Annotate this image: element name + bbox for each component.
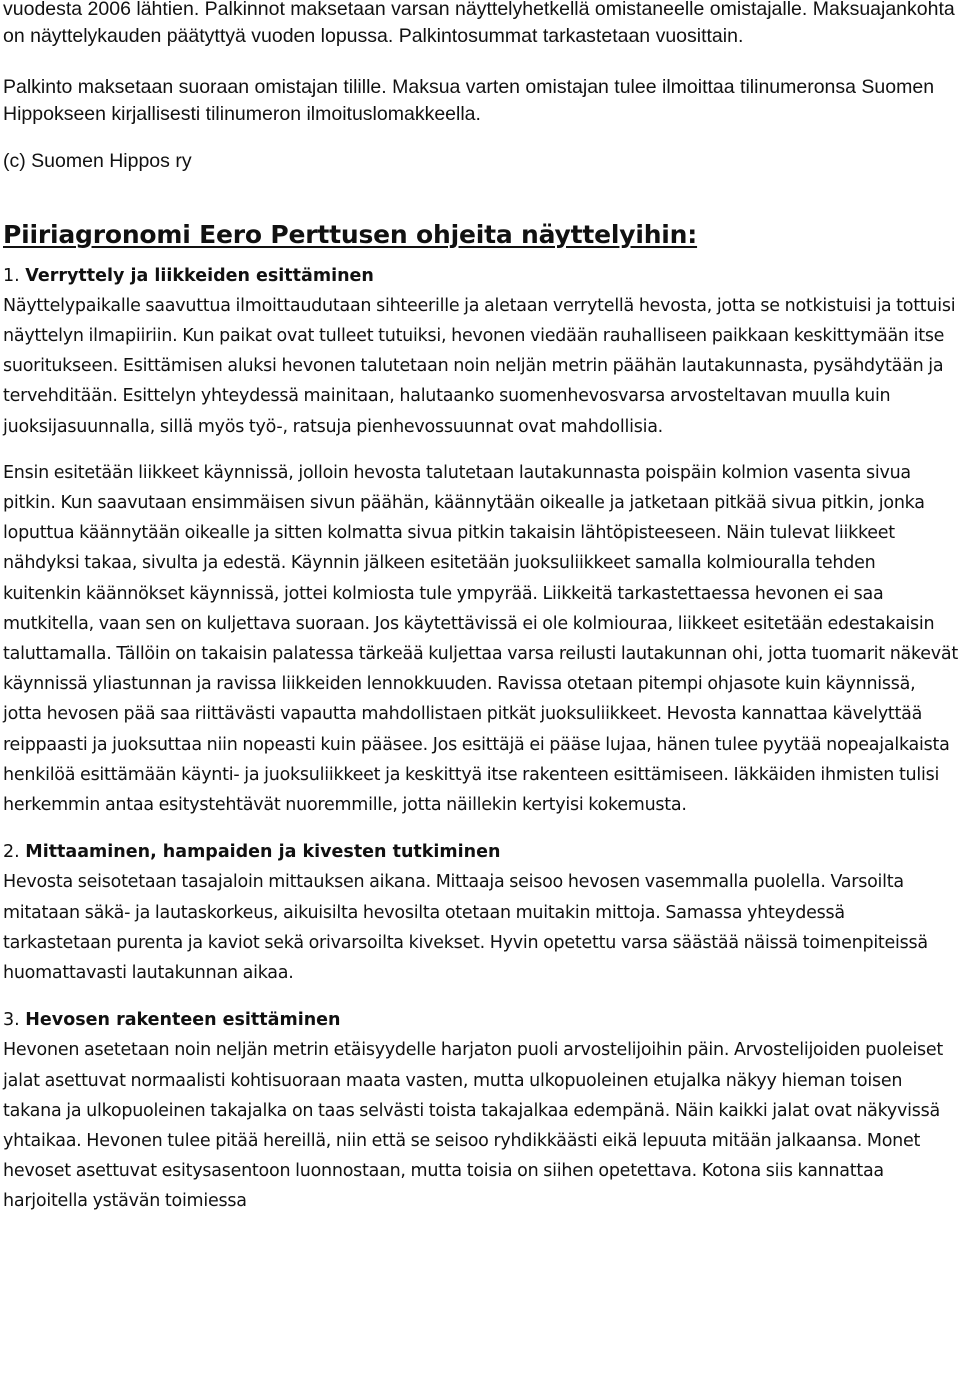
- section-title: [3, 1005, 958, 1035]
- section-title: [3, 261, 958, 291]
- intro-paragraph-1: vuodesta 2006 lähtien. Palkinnot maksetaan varsan näyttelyhetkellä omistaneelle omistajalle. Maksuajankohta on näyttelykauden päätyttyä vuoden lopussa. Palkintosummat tarkastetaan vuosittain.: [3, 0, 955, 47]
- section-title-text: Mittaaminen, hampaiden ja kivesten tutkiminen: [25, 842, 501, 863]
- intro-paragraph-2: Palkinto maksetaan suoraan omistajan tilille. Maksua varten omistajan tulee ilmoittaa tilinumeronsa Suomen Hippokseen kirjallisesti tilinumeron ilmoituslomakkeella.: [3, 76, 935, 125]
- section-number: 3.: [3, 1010, 20, 1031]
- section-1: [3, 261, 958, 821]
- section-number: 1.: [3, 265, 20, 286]
- page-heading: Piiriagronomi Eero Perttusen ohjeita näyttelyihin:: [3, 219, 698, 249]
- section-2: [3, 837, 958, 988]
- section-paragraph: Ensin esitetään liikkeet käynnissä, jolloin hevosta talutetaan lautakunnasta poispäin kolmion vasenta sivua pitkin. Kun saavutaan ensimmäisen sivun päähän, käännytään oikealle ja jatketaan pitkää sivua pitkin, jonka loputtua käännytään oikealle ja sitten kolmatta sivua pitkin takaisin lähtöpisteeseen. Näin tulevat liikkeet nähdyksi takaa, sivulta ja edestä. Käynnin jälkeen esitetään juoksuliikkeet samalla kolmiouralla tehden kuitenkin käännökset käynnissä, jottei kolmiosta tule ympyrää. Liikkeitä tarkastettaessa hevonen ei saa mutkitella, vaan sen on kuljettava suoraan. Jos käytettävissä ei ole kolmiouraa, liikkeet esitetään edestakaisin taluttamalla. Tällöin on takaisin palatessa tärkeää kuljettaa varsa reilusti lautakunnan ohi, jotta tuomarit näkevät käynnissä yliastunnan ja ravissa liikkeiden lennokkuuden. Ravissa otetaan pitempi ohjasote kuin käynnissä, jotta hevosen pää saa riittävästi vapautta mahdollistaen pitkät juoksuliikkeet. Hevosta kannattaa kävelyttää reippaasti ja juoksuttaa niin nopeasti kuin pääsee. Jos esittäjä ei pääse lujaa, hänen tulee pyytää nopeajalkaista henkilöä esittämään käynti- ja juoksuliikkeet ja keskittyä itse rakenteen esittämiseen. Iäkkäiden ihmisten tulisi herkemmin antaa esitystehtävät nuoremmille, jotta näillekin kertyisi kokemusta.: [3, 462, 958, 815]
- section-paragraph: Hevosta seisotetaan tasajaloin mittauksen aikana. Mittaaja seisoo hevosen vasemmalla puolella. Varsoilta mitataan säkä- ja lautaskorkeus, aikuisilta hevosilta otetaan muitakin mittoja. Samassa yhteydessä tarkastetaan purenta ja kaviot sekä orivarsoilta kivekset. Hyvin opetettu varsa säästää näissä toimenpiteissä huomattavasti lautakunnan aikaa.: [3, 872, 928, 983]
- section-number: 2.: [3, 842, 20, 863]
- section-paragraph: Näyttelypaikalle saavuttua ilmoittaudutaan sihteerille ja aletaan verrytellä hevosta, jotta se notkistuisi ja tottuisi näyttelyn ilmapiiriin. Kun paikat ovat tulleet tutuiksi, hevonen viedään rauhalliseen paikkaan keskittymään itse suoritukseen. Esittämisen aluksi hevonen talutetaan noin neljän metrin päähän lautakunnasta, pysähdytään ja tervehditään. Esittelyn yhteydessä mainitaan, halutaanko suomenhevosvarsa arvosteltavan muulla kuin juoksijasuunnalla, sillä myös työ-, ratsuja pienhevossuunnat ovat mahdollisia.: [3, 295, 956, 437]
- section-title-text: Hevosen rakenteen esittäminen: [25, 1010, 341, 1031]
- section-title: [3, 837, 958, 867]
- section-3: [3, 1005, 958, 1216]
- copyright-notice: (c) Suomen Hippos ry: [3, 150, 192, 172]
- section-paragraph: Hevonen asetetaan noin neljän metrin etäisyydelle harjaton puoli arvostelijoihin päin. Arvostelijoiden puoleiset jalat asettuvat normaalisti kohtisuoraan maata vasten, mutta ulkopuoleinen etujalka näkyy hieman toisen takana ja ulkopuoleinen takajalka on taas selvästi toista takajalkaa edempänä. Näin kaikki jalat ovat näkyvissä yhtaikaa. Hevonen tulee pitää hereillä, niin että se seisoo ryhdikkäästi eikä lepuuta mitään jalkaansa. Monet hevoset asettuvat esitysasentoon luonnostaan, mutta toisia on siihen opetettava. Kotona siis kannattaa harjoitella ystävän toimiessa: [3, 1040, 944, 1212]
- section-title-text: Verryttely ja liikkeiden esittäminen: [25, 265, 374, 286]
- document-page: [3, 0, 958, 1217]
